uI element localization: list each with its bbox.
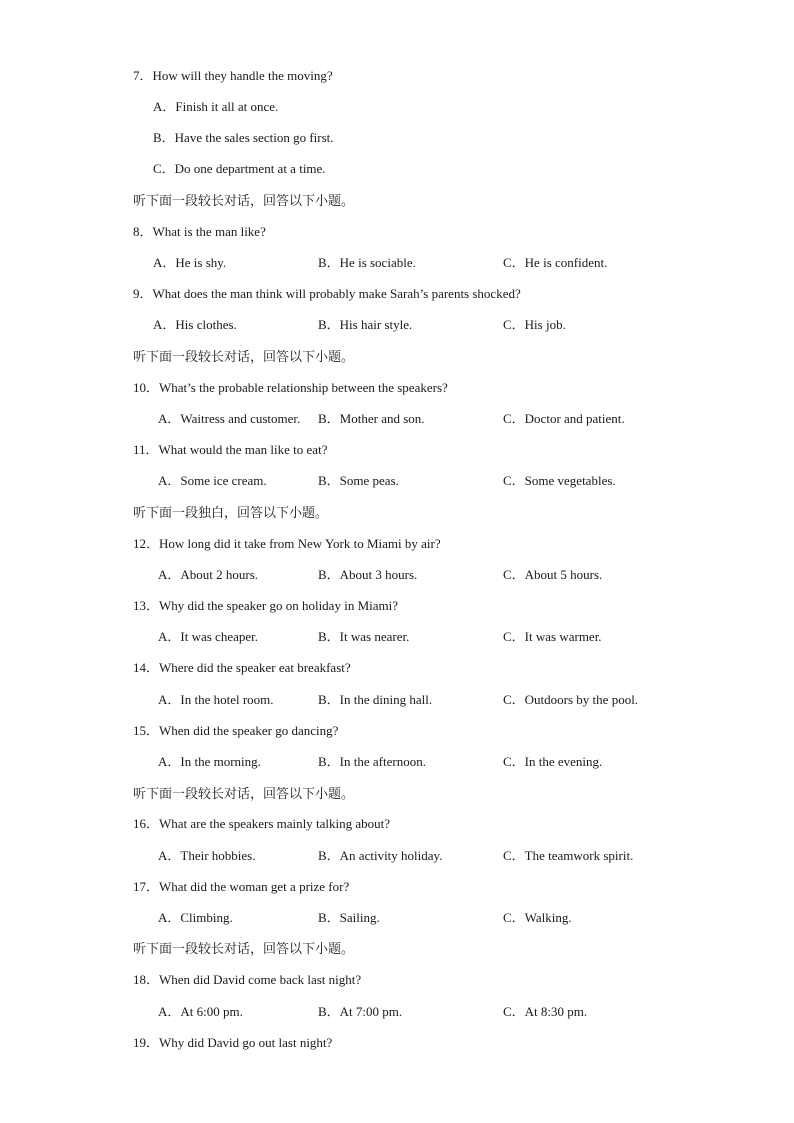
question-10-option-b: B．Mother and son. (318, 411, 425, 426)
question-16-option-b: B．An activity holiday. (318, 848, 443, 863)
question-7-stem: 7．How will they handle the moving? (133, 68, 333, 83)
question-17-stem: 17．What did the woman get a prize for? (133, 879, 350, 894)
section-instruction: 听下面一段较长对话，回答以下小题。 (133, 349, 355, 364)
question-7-option-b: B．Have the sales section go first. (153, 130, 334, 145)
section-instruction: 听下面一段较长对话，回答以下小题。 (133, 941, 355, 956)
question-16-stem: 16．What are the speakers mainly talking about? (133, 816, 391, 831)
question-11-option-c: C．Some vegetables. (503, 473, 616, 488)
question-10-stem: 10．What’s the probable relationship between the speakers? (133, 380, 448, 395)
question-9-option-b: B．His hair style. (318, 317, 413, 332)
question-9-stem: 9．What does the man think will probably make Sarah’s parents shocked? (133, 286, 521, 301)
question-17-option-a: A．Climbing. (158, 910, 233, 925)
question-13-stem: 13．Why did the speaker go on holiday in Miami? (133, 598, 399, 613)
question-18-stem: 18．When did David come back last night? (133, 972, 362, 987)
question-16-option-c: C．The teamwork spirit. (503, 848, 634, 863)
question-9-option-a: A．His clothes. (153, 317, 237, 332)
question-13-option-a: A．It was cheaper. (158, 629, 258, 644)
question-10-option-c: C．Doctor and patient. (503, 411, 625, 426)
question-19-stem: 19．Why did David go out last night? (133, 1035, 333, 1050)
question-13-option-b: B．It was nearer. (318, 629, 410, 644)
question-12-option-b: B．About 3 hours. (318, 567, 418, 582)
question-11-option-b: B．Some peas. (318, 473, 399, 488)
question-18-option-a: A．At 6:00 pm. (158, 1004, 243, 1019)
question-12-option-c: C．About 5 hours. (503, 567, 603, 582)
question-8-option-a: A．He is shy. (153, 255, 227, 270)
question-15-option-a: A．In the morning. (158, 754, 261, 769)
question-11-stem: 11．What would the man like to eat? (133, 442, 328, 457)
question-7-option-a: A．Finish it all at once. (153, 99, 279, 114)
question-18-option-c: C．At 8:30 pm. (503, 1004, 588, 1019)
question-7-option-c: C．Do one department at a time. (153, 161, 326, 176)
question-10-option-a: A．Waitress and customer. (158, 411, 301, 426)
question-14-option-b: B．In the dining hall. (318, 692, 433, 707)
question-15-option-c: C．In the evening. (503, 754, 603, 769)
question-15-stem: 15．When did the speaker go dancing? (133, 723, 339, 738)
question-13-option-c: C．It was warmer. (503, 629, 602, 644)
section-instruction: 听下面一段独白，回答以下小题。 (133, 505, 329, 520)
question-12-stem: 12．How long did it take from New York to Miami by air? (133, 536, 441, 551)
question-8-option-c: C．He is confident. (503, 255, 608, 270)
question-17-option-b: B．Sailing. (318, 910, 380, 925)
question-16-option-a: A．Their hobbies. (158, 848, 256, 863)
question-15-option-b: B．In the afternoon. (318, 754, 426, 769)
question-14-option-c: C．Outdoors by the pool. (503, 692, 639, 707)
question-8-stem: 8．What is the man like? (133, 224, 266, 239)
question-14-option-a: A．In the hotel room. (158, 692, 274, 707)
question-8-option-b: B．He is sociable. (318, 255, 416, 270)
question-14-stem: 14．Where did the speaker eat breakfast? (133, 660, 351, 675)
section-instruction: 听下面一段较长对话，回答以下小题。 (133, 786, 355, 801)
question-11-option-a: A．Some ice cream. (158, 473, 267, 488)
question-17-option-c: C．Walking. (503, 910, 572, 925)
question-18-option-b: B．At 7:00 pm. (318, 1004, 403, 1019)
section-instruction: 听下面一段较长对话，回答以下小题。 (133, 193, 355, 208)
question-12-option-a: A．About 2 hours. (158, 567, 259, 582)
question-9-option-c: C．His job. (503, 317, 566, 332)
